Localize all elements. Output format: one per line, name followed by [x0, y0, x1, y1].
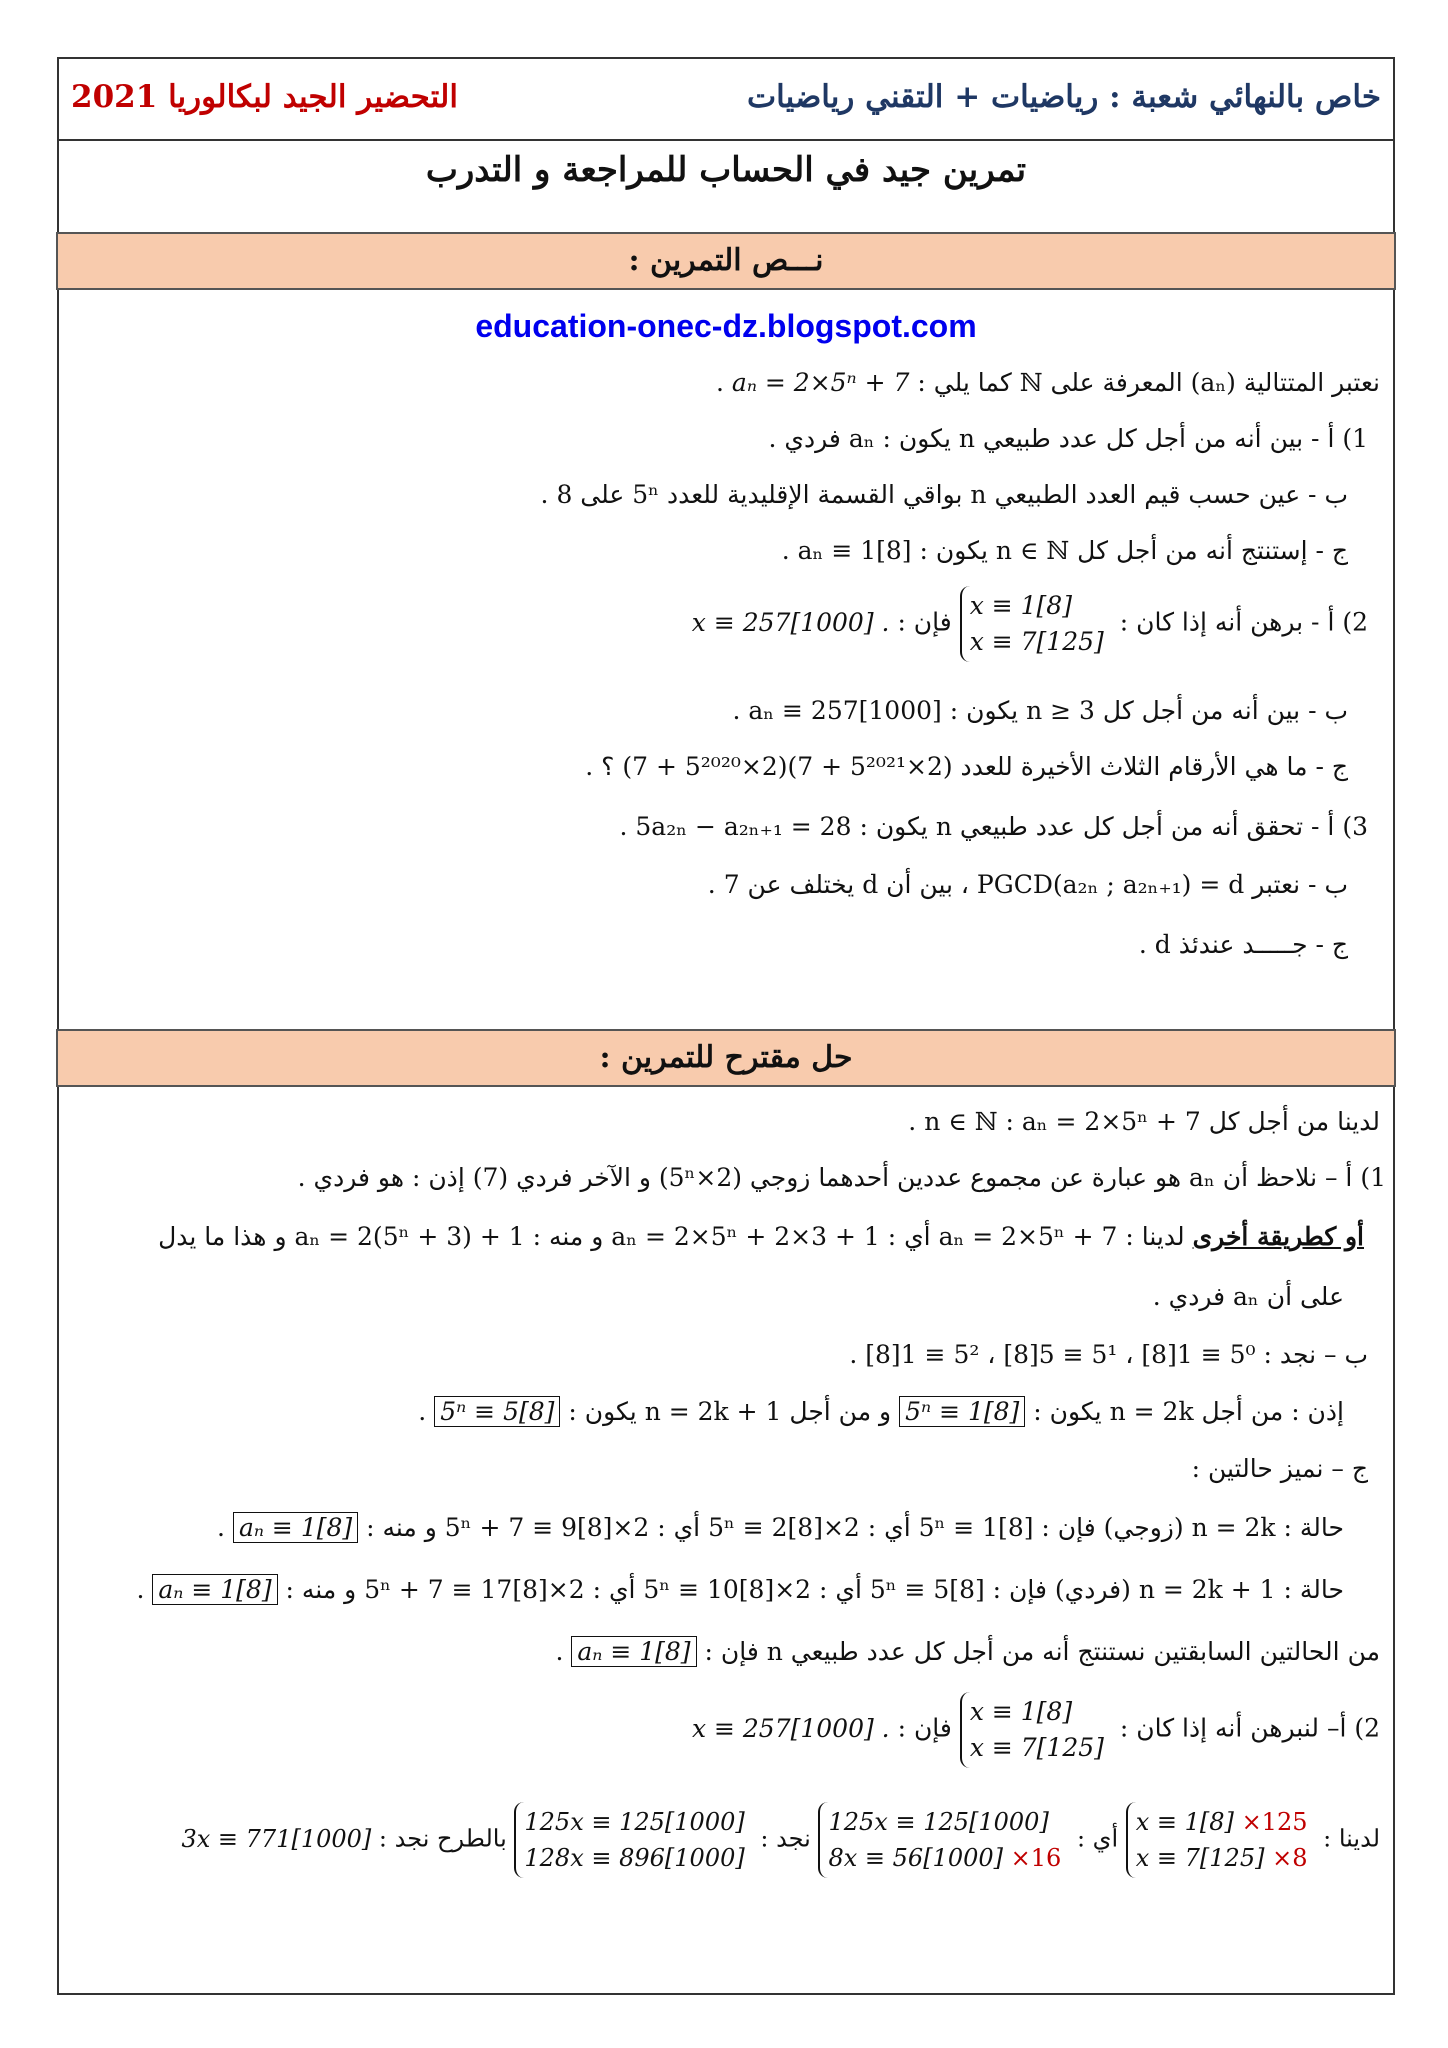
s2a-system-eq1: x ≡ 1[8] [969, 1697, 1073, 1726]
solution-band: حل مقترح للتمرين : [56, 1029, 1396, 1087]
s1c1-boxed-result: aₙ ≡ 1[8] [233, 1512, 358, 1543]
s1b2-mid: و من أجل n = 2k + 1 يكون : [568, 1397, 892, 1426]
exercise-intro-math: aₙ = 2×5ⁿ + 7 [731, 368, 910, 397]
site-link[interactable]: education-onec-dz.blogspot.com [475, 308, 977, 344]
s2b-sys-b-eq2: 8x ≡ 56[1000] [828, 1844, 1003, 1872]
header-stream-label: خاص بالنهائي شعبة : رياضيات + التقني رياضيات [746, 79, 1381, 115]
s2a-then: فإن : [897, 1713, 952, 1743]
solution-1b: ب – نجد : 5⁰ ≡ 1[8] ، 5¹ ≡ 5[8] ، 5² ≡ 1[8] . [849, 1340, 1368, 1369]
solution-1a-alt-end: على أن aₙ فردي . [1152, 1282, 1344, 1311]
exercise-intro: نعتبر المتتالية (aₙ) المعرفة على ℕ كما يلي : aₙ = 2×5ⁿ + 7 . [716, 368, 1380, 397]
alt-method-text: لدينا : aₙ = 2×5ⁿ + 7 أي : aₙ = 2×5ⁿ + 2×3 + 1 و منه : aₙ = 2(5ⁿ + 3) + 1 و هذا ما يدل [158, 1222, 1185, 1251]
s1b2-boxed-result-2: 5ⁿ ≡ 5[8] [434, 1396, 560, 1427]
s1b2-boxed-result-1: 5ⁿ ≡ 1[8] [899, 1396, 1025, 1427]
question-1c: ج - إستنتج أنه من أجل كل n ∈ ℕ يكون : aₙ ≡ 1[8] . [781, 536, 1348, 565]
s2a-system [960, 1692, 1112, 1768]
solution-1a-alt [158, 1222, 1364, 1251]
s2b-system-b [818, 1802, 1069, 1878]
solution-1c-case-even: حالة : n = 2k (زوجي) فإن : 5ⁿ ≡ 1[8] أي : 2×5ⁿ ≡ 2[8] أي : 2×5ⁿ + 7 ≡ 9[8] و منه : aₙ ≡ 1[8] . [217, 1513, 1344, 1542]
alt-method-label: أو كطريقة أخرى [1192, 1222, 1364, 1251]
s1c3-boxed-result: aₙ ≡ 1[8] [571, 1636, 696, 1667]
s2b-lead: لدينا : [1323, 1824, 1380, 1853]
s2b-ay: أي : [1076, 1824, 1119, 1853]
s2b-multiplier-8: ×8 [1272, 1844, 1308, 1872]
question-3b: ب - نعتبر PGCD(a₂ₙ ; a₂ₙ₊₁) = d ، بين أن d يختلف عن 7 . [707, 870, 1348, 899]
q2a-system-eq2: x ≡ 7[125] [969, 627, 1104, 656]
s2b-system-a [1126, 1802, 1316, 1878]
question-2a-then: فإن : [897, 607, 952, 637]
s2a-result: x ≡ 257[1000] . [691, 1713, 890, 1743]
question-2a-text: 2) أ - برهن أنه إذا كان : [1119, 607, 1368, 637]
solution-1c-case-odd: حالة : n = 2k + 1 (فردي) فإن : 5ⁿ ≡ 5[8] أي : 2×5ⁿ ≡ 10[8] أي : 2×5ⁿ + 7 ≡ 17[8] و منه : aₙ ≡ 1[8] . [136, 1575, 1344, 1604]
exercise-intro-text: نعتبر المتتالية (aₙ) المعرفة على ℕ كما يلي : [917, 368, 1380, 397]
question-2a-result: x ≡ 257[1000] . [691, 607, 890, 637]
s1c2-text: حالة : n = 2k + 1 (فردي) فإن : 5ⁿ ≡ 5[8] أي : 2×5ⁿ ≡ 10[8] أي : 2×5ⁿ + 7 ≡ 17[8] و منه : [285, 1575, 1344, 1604]
question-2c: ج - ما هي الأرقام الثلاث الأخيرة للعدد (2×5²⁰²¹ + 7)(2×5²⁰²⁰ + 7) ؟ . [585, 752, 1348, 781]
solution-1c: ج – نميز حالتين : [1191, 1454, 1368, 1483]
question-2b: ب - بين أنه من أجل كل n ≥ 3 يكون : aₙ ≡ 257[1000] . [732, 696, 1348, 725]
question-3a: 3) أ - تحقق أنه من أجل كل عدد طبيعي n يكون : 5a₂ₙ − a₂ₙ₊₁ = 28 . [619, 812, 1368, 841]
s2b-sys-a-eq2: x ≡ 7[125] [1135, 1844, 1265, 1872]
s2b-sys-c-eq2: 128x ≡ 896[1000] [524, 1844, 745, 1872]
question-2a [692, 586, 1368, 662]
s2b-sys-c-eq1: 125x ≡ 125[1000] [524, 1808, 745, 1836]
s2b-system-c [514, 1802, 752, 1878]
s2b-result: 3x ≡ 771[1000] [181, 1824, 372, 1853]
s2b-multiplier-16: ×16 [1010, 1844, 1062, 1872]
solution-1c-conclusion: من الحالتين السابقتين نستنتج أنه من أجل كل عدد طبيعي n فإن : aₙ ≡ 1[8] . [555, 1637, 1380, 1666]
s1c3-text: من الحالتين السابقتين نستنتج أنه من أجل كل عدد طبيعي n فإن : [704, 1637, 1380, 1666]
header-bac-label: التحضير الجيد لبكالوريا 2021 [71, 79, 458, 115]
solution-2a-work [181, 1802, 1380, 1878]
question-1b: ب - عين حسب قيم العدد الطبيعي n بواقي القسمة الإقليدية للعدد 5ⁿ على 8 . [540, 480, 1348, 509]
s2a-system-eq2: x ≡ 7[125] [969, 1733, 1104, 1762]
solution-intro: لدينا من أجل كل n ∈ ℕ : aₙ = 2×5ⁿ + 7 . [908, 1107, 1380, 1136]
s1c2-boxed-result: aₙ ≡ 1[8] [152, 1574, 277, 1605]
page-title: تمرين جيد في الحساب للمراجعة و التدرب [425, 150, 1027, 190]
s2b-multiplier-125: ×125 [1241, 1808, 1308, 1836]
q2a-system-eq1: x ≡ 1[8] [969, 591, 1072, 620]
s1c1-text: حالة : n = 2k (زوجي) فإن : 5ⁿ ≡ 1[8] أي : 2×5ⁿ ≡ 2[8] أي : 2×5ⁿ + 7 ≡ 9[8] و منه : [366, 1513, 1344, 1542]
page-header [57, 57, 1395, 141]
question-3c: ج - جـــــد عندئذ d . [1138, 930, 1348, 959]
question-2a-system [960, 586, 1112, 662]
s2b-najid: نجد : [760, 1824, 811, 1853]
exercise-band: نـــص التمرين : [56, 232, 1396, 290]
s1b2-text: إذن : من أجل n = 2k يكون : [1033, 1397, 1344, 1426]
s2b-subtract: بالطرح نجد : [378, 1824, 507, 1853]
solution-1a: 1) أ – نلاحظ أن aₙ هو عبارة عن مجموع عددين أحدهما زوجي (2×5ⁿ) و الآخر فردي (7) إذن : هو فردي . [297, 1163, 1386, 1192]
s2b-sys-a-eq1: x ≡ 1[8] [1135, 1808, 1234, 1836]
question-1a: 1) أ - بين أنه من أجل كل عدد طبيعي n يكون : aₙ فردي . [768, 424, 1368, 453]
s2b-sys-b-eq1: 125x ≡ 125[1000] [828, 1808, 1049, 1836]
solution-2a [692, 1692, 1380, 1768]
solution-1b-conclusion: إذن : من أجل n = 2k يكون : 5ⁿ ≡ 1[8] و من أجل n = 2k + 1 يكون : 5ⁿ ≡ 5[8] . [418, 1397, 1344, 1426]
s2a-text: 2) أ– لنبرهن أنه إذا كان : [1119, 1713, 1380, 1743]
